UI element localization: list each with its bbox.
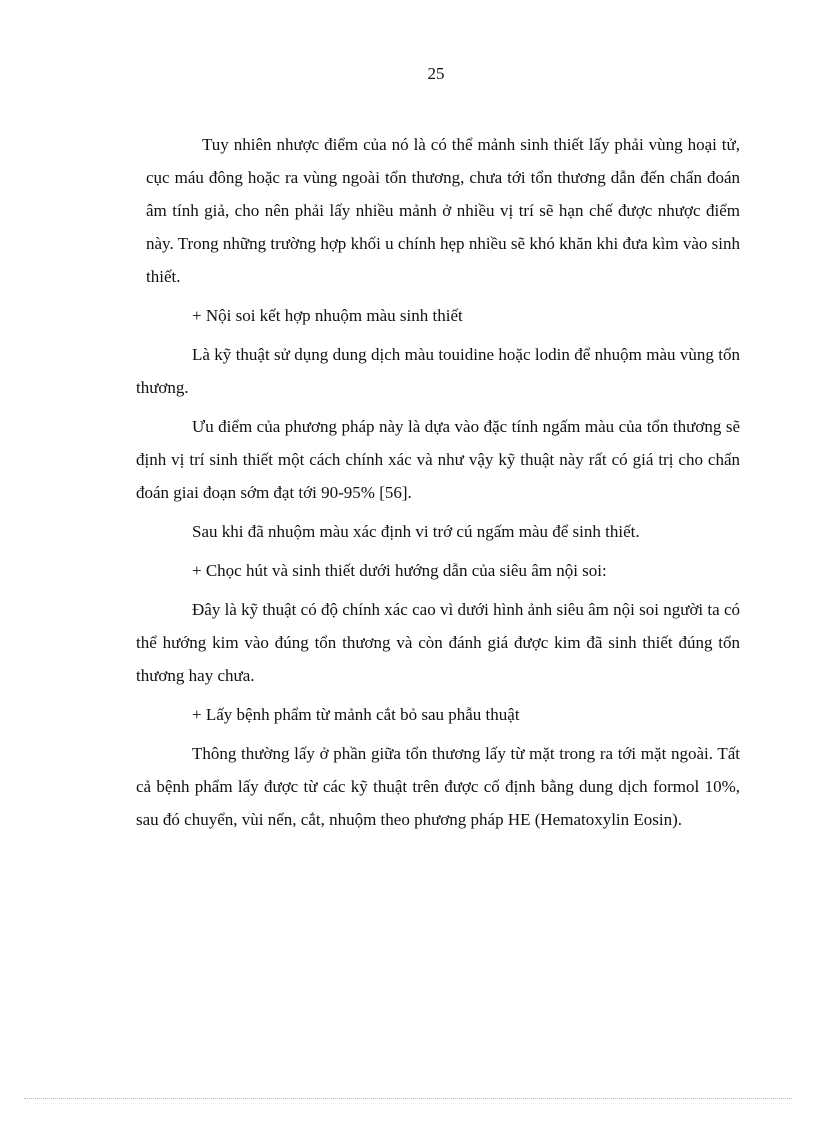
paragraph-staining-definition: Là kỹ thuật sử dụng dung dịch màu touidine hoặc lodin để nhuộm màu vùng tổn thương. — [136, 345, 740, 397]
page-number — [0, 64, 816, 84]
paragraph-eus-description: Đây là kỹ thuật có độ chính xác cao vì dưới hình ảnh siêu âm nội soi người ta có thể hướng kim vào đúng tổn thương và còn đánh giá được kim đã sinh thiết đúng tổn thương hay chưa. — [136, 600, 740, 685]
paragraph-specimen-processing: Thông thường lấy ở phần giữa tổn thương lấy từ mặt trong ra tới mặt ngoài. Tất cả bệnh phẩm lấy được từ các kỹ thuật trên được cố định bằng dung dịch formol 10%, sau đó chuyển, vùi nến, cắt, nhuộm theo phương pháp HE (Hematoxylin Eosin). — [136, 744, 740, 829]
paragraph-heading-staining: + Nội soi kết hợp nhuộm màu sinh thiết — [192, 306, 463, 325]
paragraph-heading-eus-biopsy: + Chọc hút và sinh thiết dưới hướng dẫn của siêu âm nội soi: — [192, 561, 607, 580]
paragraph-limitations: Tuy nhiên nhược điểm của nó là có thể mảnh sinh thiết lấy phải vùng hoại tử, cục máu đông hoặc ra vùng ngoài tổn thương, chưa tới tổn thương dẫn đến chẩn đoán âm tính giả, cho nên phải lấy nhiều mảnh ở nhiều vị trí sẽ hạn chế được nhược điểm này. Trong những trường hợp khối u chính hẹp nhiều sẽ khó khăn khi đưa kìm vào sinh thiết. — [146, 135, 740, 286]
paragraph-staining-advantages: Ưu điểm của phương pháp này là dựa vào đặc tính ngấm màu của tổn thương sẽ định vị trí sinh thiết một cách chính xác và như vậy kỹ thuật này rất có giá trị cho chẩn đoán giai đoạn sớm đạt tới 90-95% [56]. — [136, 417, 740, 502]
page-number-text: 25 — [427, 64, 445, 83]
body-text — [136, 128, 740, 842]
paragraph-heading-surgical-specimen: + Lấy bệnh phẩm từ mảnh cắt bỏ sau phẫu thuật — [192, 705, 520, 724]
paragraph-staining-procedure: Sau khi đã nhuộm màu xác định vi trớ cú ngấm màu để sinh thiết. — [192, 522, 640, 541]
footer-divider — [24, 1098, 792, 1099]
